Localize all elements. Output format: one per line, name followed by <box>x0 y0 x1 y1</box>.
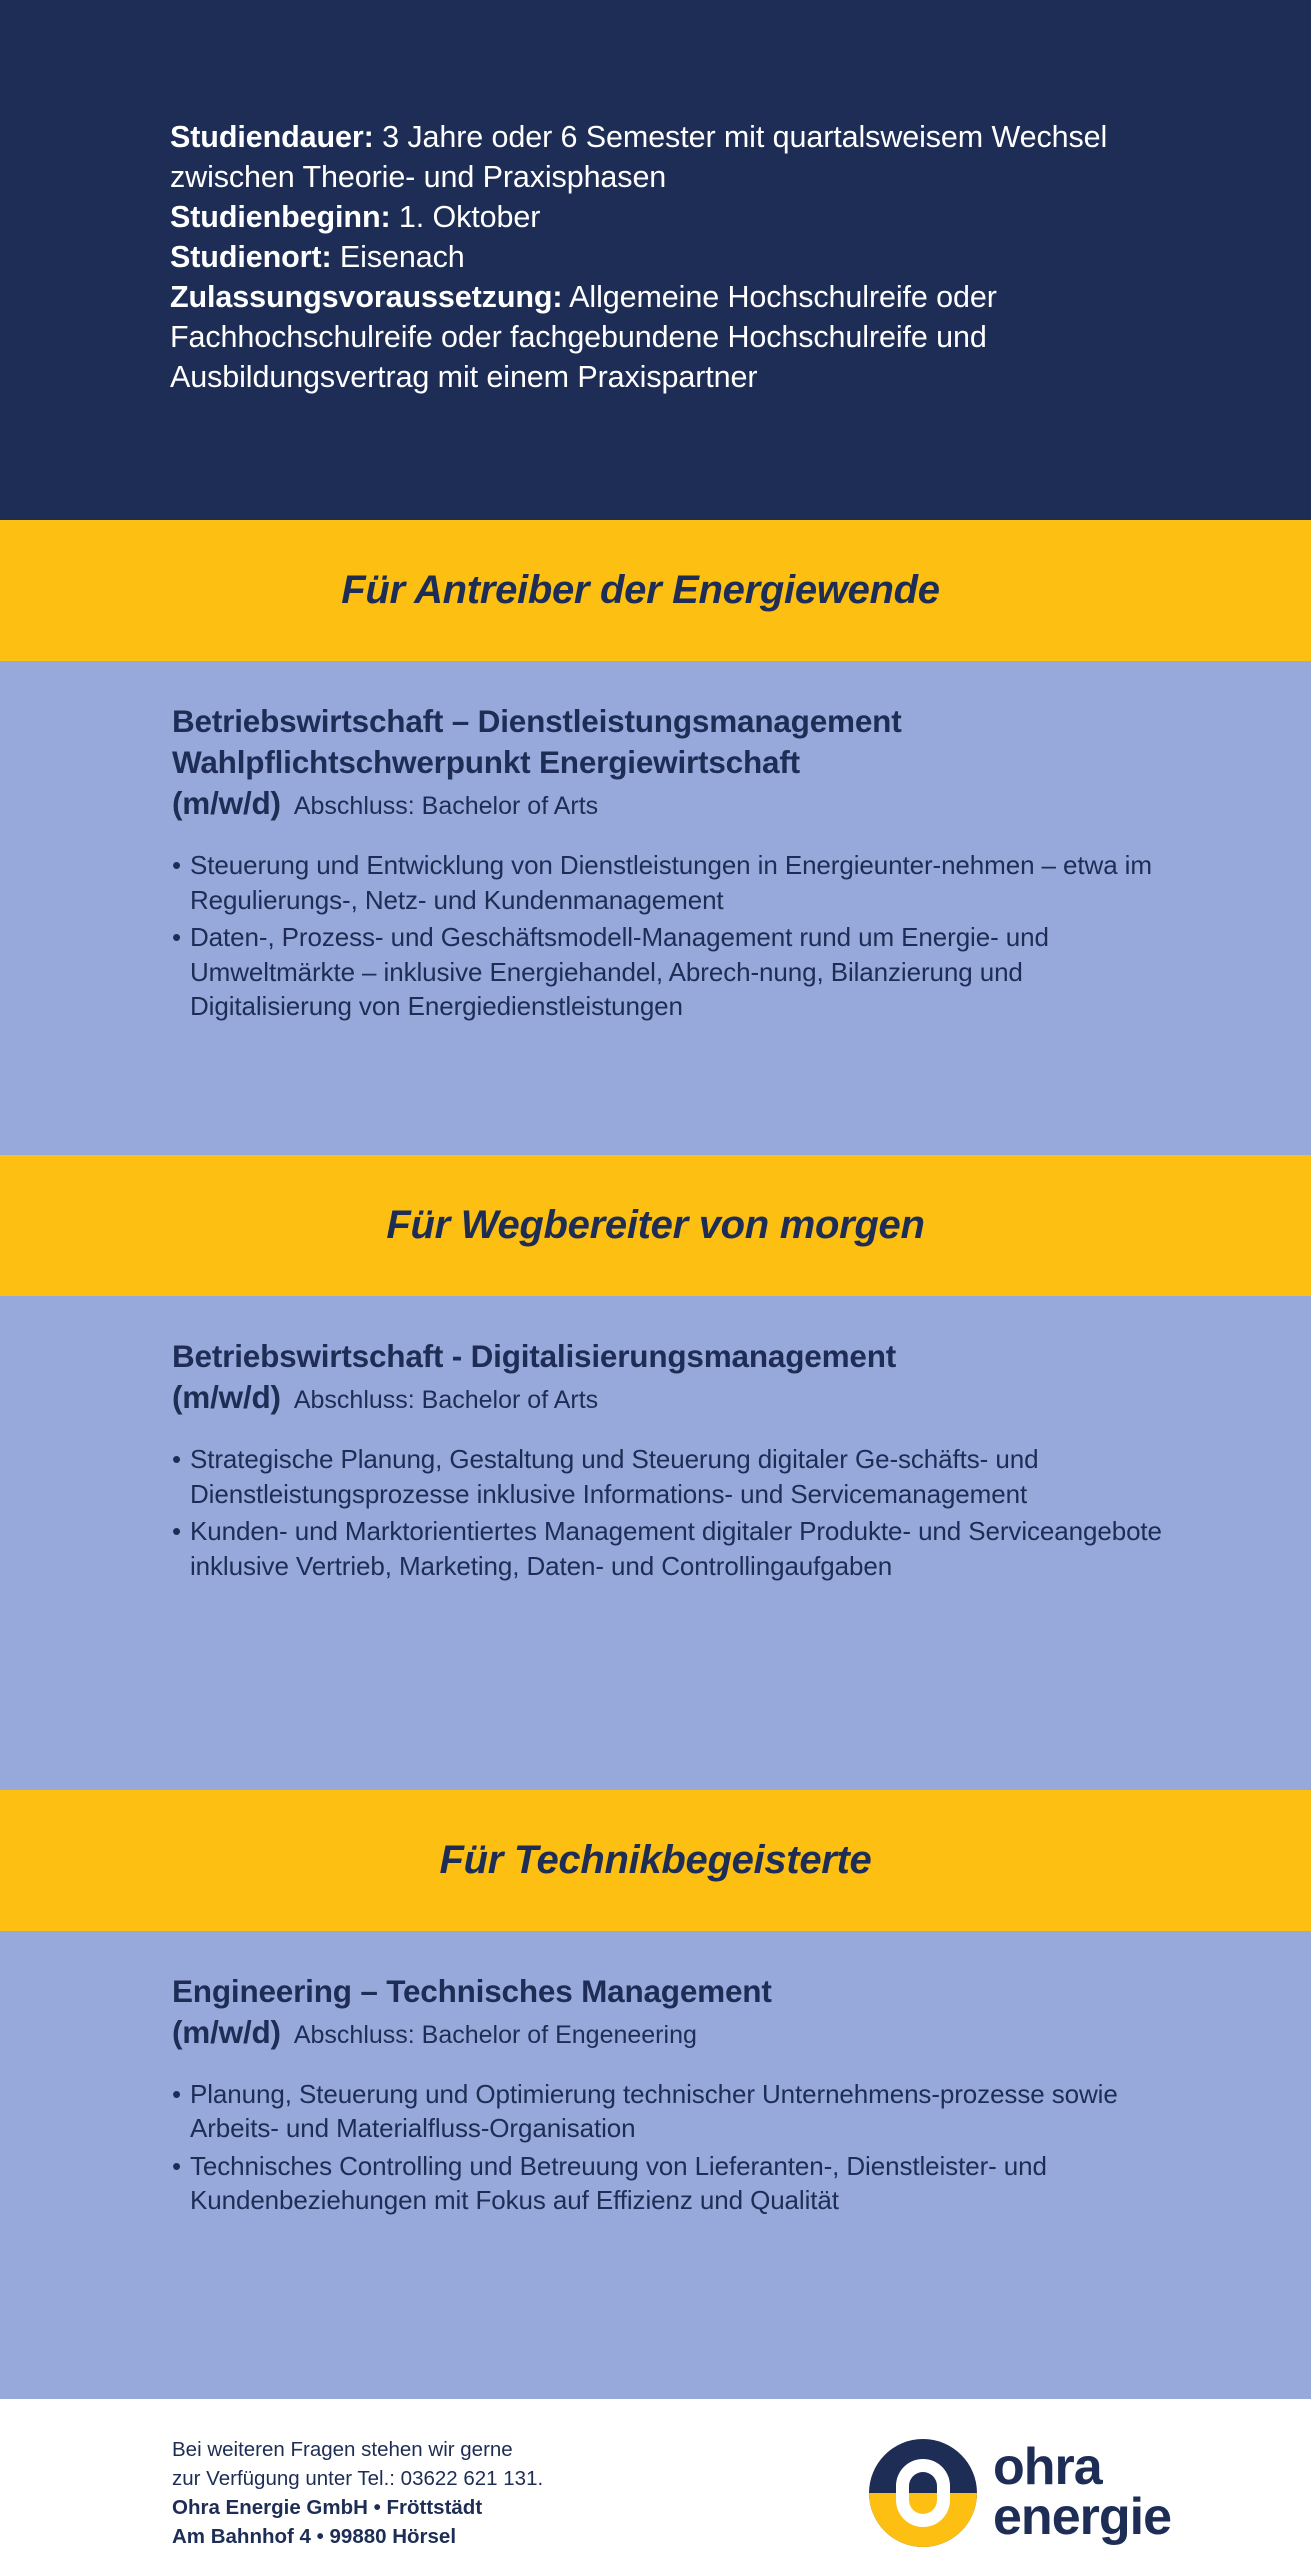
course-gender-degree <box>172 2014 1171 2051</box>
course-title-line2: Wahlpflichtschwerpunkt Energiewirtschaft <box>172 744 800 781</box>
intro-block <box>0 0 1311 520</box>
course-degree: Abschluss: Bachelor of Arts <box>293 1385 599 1414</box>
course-title-line1: Engineering – Technisches Management <box>172 1972 772 2009</box>
ohra-logo-icon <box>869 2439 977 2547</box>
studiendauer-label: Studiendauer: <box>170 120 374 154</box>
footer-contact <box>172 2435 543 2551</box>
studienort-value: Eisenach <box>331 239 465 274</box>
list-item: • Kunden- und Marktorientiertes Management digitaler Produkte- und Serviceangebote inklusive Vertrieb, Marketing, Daten- und Controllingaufgaben <box>172 1514 1171 1583</box>
banner-wegbereiter <box>0 1155 1311 1296</box>
list-item: • Steuerung und Entwicklung von Dienstleistungen in Energieunter-nehmen – etwa im Regulierungs-, Netz- und Kundenmanagement <box>172 848 1171 917</box>
course-title-line1: Betriebswirtschaft – Dienstleistungsmanagement <box>172 703 902 740</box>
banner-energiewende-text: Für Antreiber der Energiewende <box>341 568 940 613</box>
course-section-engineering <box>0 1931 1311 2399</box>
studienbeginn-label: Studienbeginn: <box>170 199 391 234</box>
banner-wegbereiter-text: Für Wegbereiter von morgen <box>386 1202 925 1247</box>
banner-energiewende <box>0 520 1311 661</box>
footer-line-1: Bei weiteren Fragen stehen wir gerne <box>172 2437 513 2461</box>
footer-line-2: zur Verfügung unter Tel.: 03622 621 131. <box>172 2466 544 2490</box>
intro-paragraph <box>170 118 1141 398</box>
course-section-energiewirtschaft <box>0 661 1311 1155</box>
studienbeginn-value: 1. Oktober <box>390 199 541 234</box>
course-bullets <box>172 1442 1171 1583</box>
course-degree: Abschluss: Bachelor of Arts <box>293 792 599 821</box>
course-gender-degree <box>172 785 1171 822</box>
banner-technikbegeisterte-text: Für Technikbegeisterte <box>439 1837 872 1882</box>
banner-technikbegeisterte <box>0 1790 1311 1931</box>
studiendauer-value: 3 Jahre oder 6 Semester mit quartalsweisem Wechsel zwischen Theorie- und Praxisphasen <box>170 120 1108 194</box>
logo-word-ohra: ohra <box>993 2438 1102 2497</box>
logo-word-energie: energie <box>993 2487 1171 2546</box>
course-title-line1: Betriebswirtschaft - Digitalisierungsmanagement <box>172 1338 897 1375</box>
course-gender: (m/w/d) <box>172 1378 281 1415</box>
footer-address: Am Bahnhof 4 • 99880 Hörsel <box>172 2524 457 2548</box>
list-item: • Technisches Controlling und Betreuung von Lieferanten-, Dienstleister- und Kundenbeziehungen mit Fokus auf Effizienz und Qualität <box>172 2149 1171 2218</box>
ohra-energie-logo <box>869 2439 1171 2547</box>
course-degree: Abschluss: Bachelor of Engeneering <box>293 2020 697 2049</box>
zulassung-label: Zulassungsvoraussetzung: <box>170 279 563 314</box>
course-gender: (m/w/d) <box>172 2013 281 2050</box>
course-gender-degree <box>172 1379 1171 1416</box>
footer-company: Ohra Energie GmbH • Fröttstädt <box>172 2495 483 2519</box>
course-bullets <box>172 848 1171 1024</box>
course-bullets <box>172 2077 1171 2218</box>
list-item: • Daten-, Prozess- und Geschäftsmodell-Management rund um Energie- und Umweltmärkte – inklusive Energiehandel, Abrech-nung, Bilanzierung und Digitalisierung von Energiedienstleistungen <box>172 920 1171 1024</box>
footer <box>0 2399 1311 2551</box>
zulassung-value: Allgemeine Hochschulreife oder Fachhochschulreife oder fachgebundene Hochschulreife und Ausbildungsvertrag mit einem Praxispartner <box>170 279 997 394</box>
list-item: • Planung, Steuerung und Optimierung technischer Unternehmens-prozesse sowie Arbeits- und Materialfluss-Organisation <box>172 2077 1171 2146</box>
course-section-digitalisierung <box>0 1296 1311 1790</box>
studienort-label: Studienort: <box>170 239 332 274</box>
course-gender: (m/w/d) <box>172 785 281 822</box>
list-item: • Strategische Planung, Gestaltung und Steuerung digitaler Ge-schäfts- und Dienstleistungsprozesse inklusive Informations- und Servicemanagement <box>172 1442 1171 1511</box>
logo-wordmark <box>993 2438 1171 2546</box>
